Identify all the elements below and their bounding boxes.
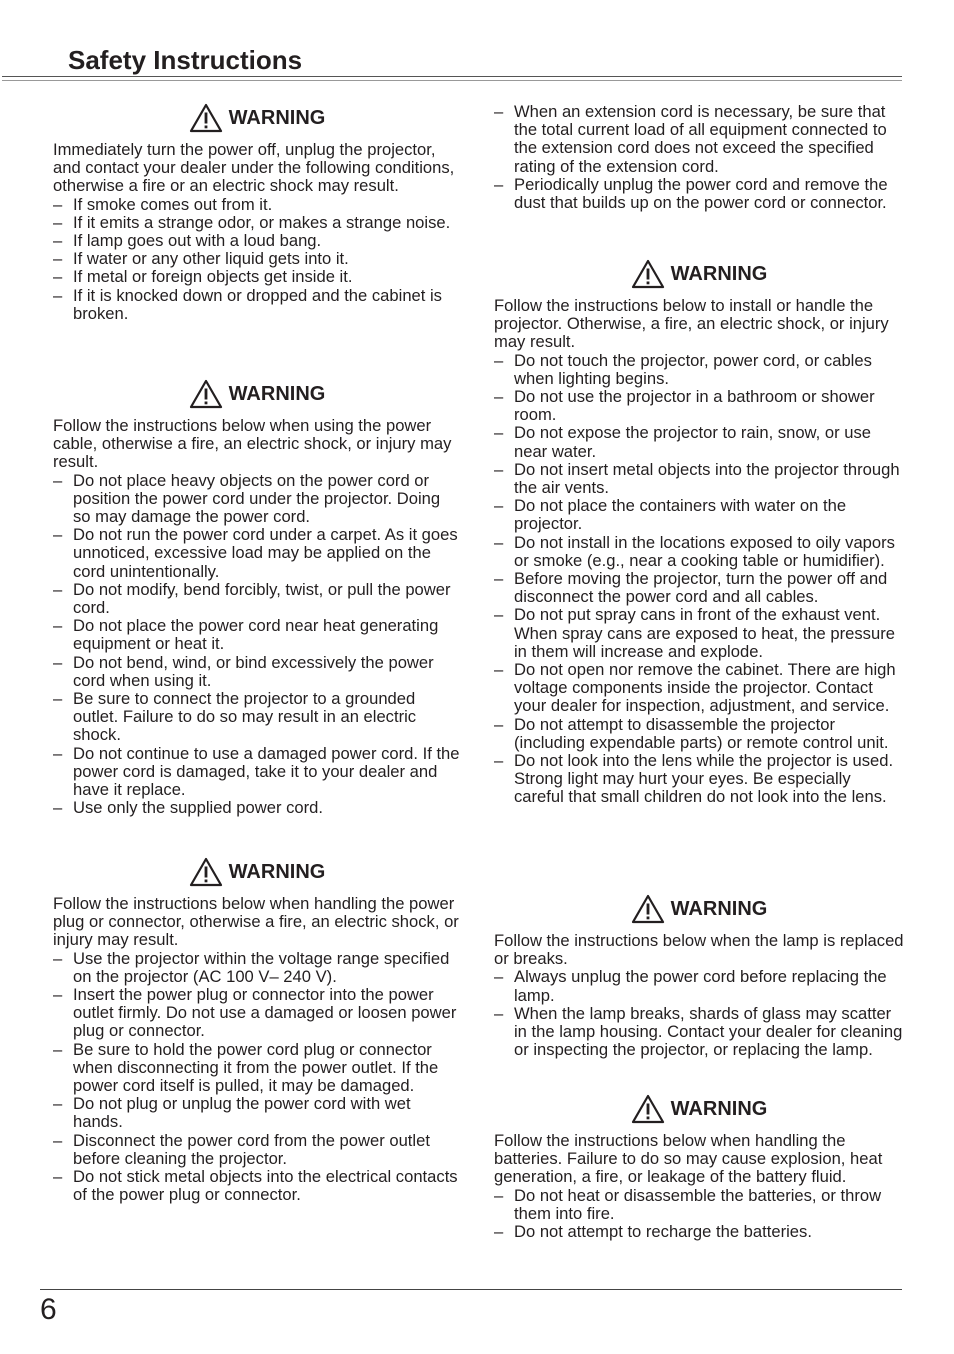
list-item: – When the lamp breaks, shards of glass may scatter in the lamp housing. Contact your dealer for cleaning or inspecting the projector, or replacing the lamp. (494, 1005, 904, 1060)
list-item: – If water or any other liquid gets into it. (53, 250, 461, 268)
list-item: – If it emits a strange odor, or makes a strange noise. (53, 214, 461, 232)
list-item: – Do not expose the projector to rain, snow, or use near water. (494, 424, 904, 460)
warning-heading (53, 101, 461, 135)
list-item: – Use only the supplied power cord. (53, 799, 461, 817)
warning-triangle-icon (631, 259, 665, 289)
list-item: – If it is knocked down or dropped and the cabinet is broken. (53, 287, 461, 323)
section-intro: Follow the instructions below when handling the batteries. Failure to do so may cause explosion, heat generation, a fire, or leakage of the battery fluid. (494, 1131, 883, 1187)
list-item: – If metal or foreign objects get inside it. (53, 268, 461, 286)
item-list (494, 1187, 904, 1242)
item-list (53, 472, 461, 818)
list-item: – If lamp goes out with a loud bang. (53, 232, 461, 250)
list-item: – When an extension cord is necessary, be sure that the total current load of all equipment connected to the extension cord does not exceed the specified rating of the extension cord. (494, 103, 904, 176)
warning-label: WARNING (228, 860, 326, 883)
list-item: – Do not modify, bend forcibly, twist, or pull the power cord. (53, 581, 461, 617)
warning-heading (494, 892, 904, 926)
warning-heading (53, 377, 461, 411)
warning-section-power-plug (53, 855, 461, 1204)
list-item: – Do not plug or unplug the power cord with wet hands. (53, 1095, 461, 1131)
warning-triangle-icon (189, 103, 223, 133)
continued-items (494, 103, 904, 212)
warning-triangle-icon (189, 857, 223, 887)
list-item: – Always unplug the power cord before replacing the lamp. (494, 968, 904, 1004)
item-list (494, 968, 904, 1059)
header-rule (2, 76, 902, 81)
footer-rule (40, 1289, 902, 1290)
list-item: – Do not stick metal objects into the electrical contacts of the power plug or connector. (53, 1168, 461, 1204)
list-item: – Do not run the power cord under a carpet. As it goes unnoticed, excessive load may be applied on the cord unintentionally. (53, 526, 461, 581)
item-list (494, 103, 904, 212)
item-list (494, 352, 904, 807)
section-intro: Follow the instructions below when handling the power plug or connector, otherwise a fire, an electric shock, or injury may result. (53, 894, 459, 950)
list-item: – Do not attempt to disassemble the projector (including expendable parts) or remote control unit. (494, 716, 904, 752)
warning-label: WARNING (228, 106, 326, 129)
list-item: – Do not attempt to recharge the batteries. (494, 1223, 904, 1241)
warning-label: WARNING (670, 262, 768, 285)
item-list (53, 196, 461, 323)
list-item: – Do not touch the projector, power cord, or cables when lighting begins. (494, 352, 904, 388)
warning-triangle-icon (189, 379, 223, 409)
warning-section-lamp (494, 892, 904, 1059)
warning-triangle-icon (631, 1094, 665, 1124)
page-title: Safety Instructions (68, 45, 303, 75)
section-intro: Follow the instructions below when using the power cable, otherwise a fire, an electric shock, or injury may result. (53, 416, 452, 472)
list-item: – Be sure to connect the projector to a grounded outlet. Failure to do so may result in an electric shock. (53, 690, 461, 745)
list-item: – Use the projector within the voltage range specified on the projector (AC 100 V– 240 V). (53, 950, 461, 986)
section-intro: Follow the instructions below when the lamp is replaced or breaks. (494, 931, 904, 969)
list-item: – Insert the power plug or connector into the power outlet firmly. Do not use a damaged or loosen power plug or connector. (53, 986, 461, 1041)
warning-triangle-icon (631, 894, 665, 924)
list-item: – Periodically unplug the power cord and remove the dust that builds up on the power cord or connector. (494, 176, 904, 212)
item-list (53, 950, 461, 1205)
section-intro: Immediately turn the power off, unplug the projector, and contact your dealer under the following conditions, otherwise a fire or an electric shock may result. (53, 140, 455, 196)
warning-label: WARNING (670, 1097, 768, 1120)
list-item: – Do not put spray cans in front of the exhaust vent. When spray cans are exposed to heat, the pressure in them will increase and explode. (494, 606, 904, 661)
warning-label: WARNING (228, 382, 326, 405)
list-item: – Do not bend, wind, or bind excessively the power cord when using it. (53, 654, 461, 690)
list-item: – Do not use the projector in a bathroom or shower room. (494, 388, 904, 424)
warning-section-install (494, 257, 904, 807)
list-item: – Be sure to hold the power cord plug or connector when disconnecting it from the power outlet. If the power cord itself is pulled, it may be damaged. (53, 1041, 461, 1096)
list-item: – Disconnect the power cord from the power outlet before cleaning the projector. (53, 1132, 461, 1168)
list-item: – Do not place the containers with water on the projector. (494, 497, 904, 533)
list-item: – Before moving the projector, turn the power off and disconnect the power cord and all cables. (494, 570, 904, 606)
list-item: – Do not heat or disassemble the batteries, or throw them into fire. (494, 1187, 904, 1223)
list-item: – Do not open nor remove the cabinet. There are high voltage components inside the projector. Contact your dealer for inspection, adjustment, and service. (494, 661, 904, 716)
list-item: – If smoke comes out from it. (53, 196, 461, 214)
warning-section-emergency (53, 101, 461, 323)
warning-heading (53, 855, 461, 889)
page-number: 6 (40, 1293, 57, 1326)
list-item: – Do not place the power cord near heat generating equipment or heat it. (53, 617, 461, 653)
list-item: – Do not place heavy objects on the power cord or position the power cord under the projector. Doing so may damage the power cord. (53, 472, 461, 527)
list-item: – Do not install in the locations exposed to oily vapors or smoke (e.g., near a cooking table or humidifier). (494, 534, 904, 570)
warning-heading (494, 257, 904, 291)
warning-section-batteries (494, 1092, 904, 1241)
list-item: – Do not insert metal objects into the projector through the air vents. (494, 461, 904, 497)
list-item: – Do not continue to use a damaged power cord. If the power cord is damaged, take it to your dealer and have it replace. (53, 745, 461, 800)
list-item: – Do not look into the lens while the projector is used. Strong light may hurt your eyes. Be especially careful that small children do not look into the lens. (494, 752, 904, 807)
section-intro: Follow the instructions below to install or handle the projector. Otherwise, a fire, an electric shock, or injury may result. (494, 296, 889, 352)
warning-label: WARNING (670, 897, 768, 920)
warning-section-power-cable (53, 377, 461, 817)
warning-heading (494, 1092, 904, 1126)
